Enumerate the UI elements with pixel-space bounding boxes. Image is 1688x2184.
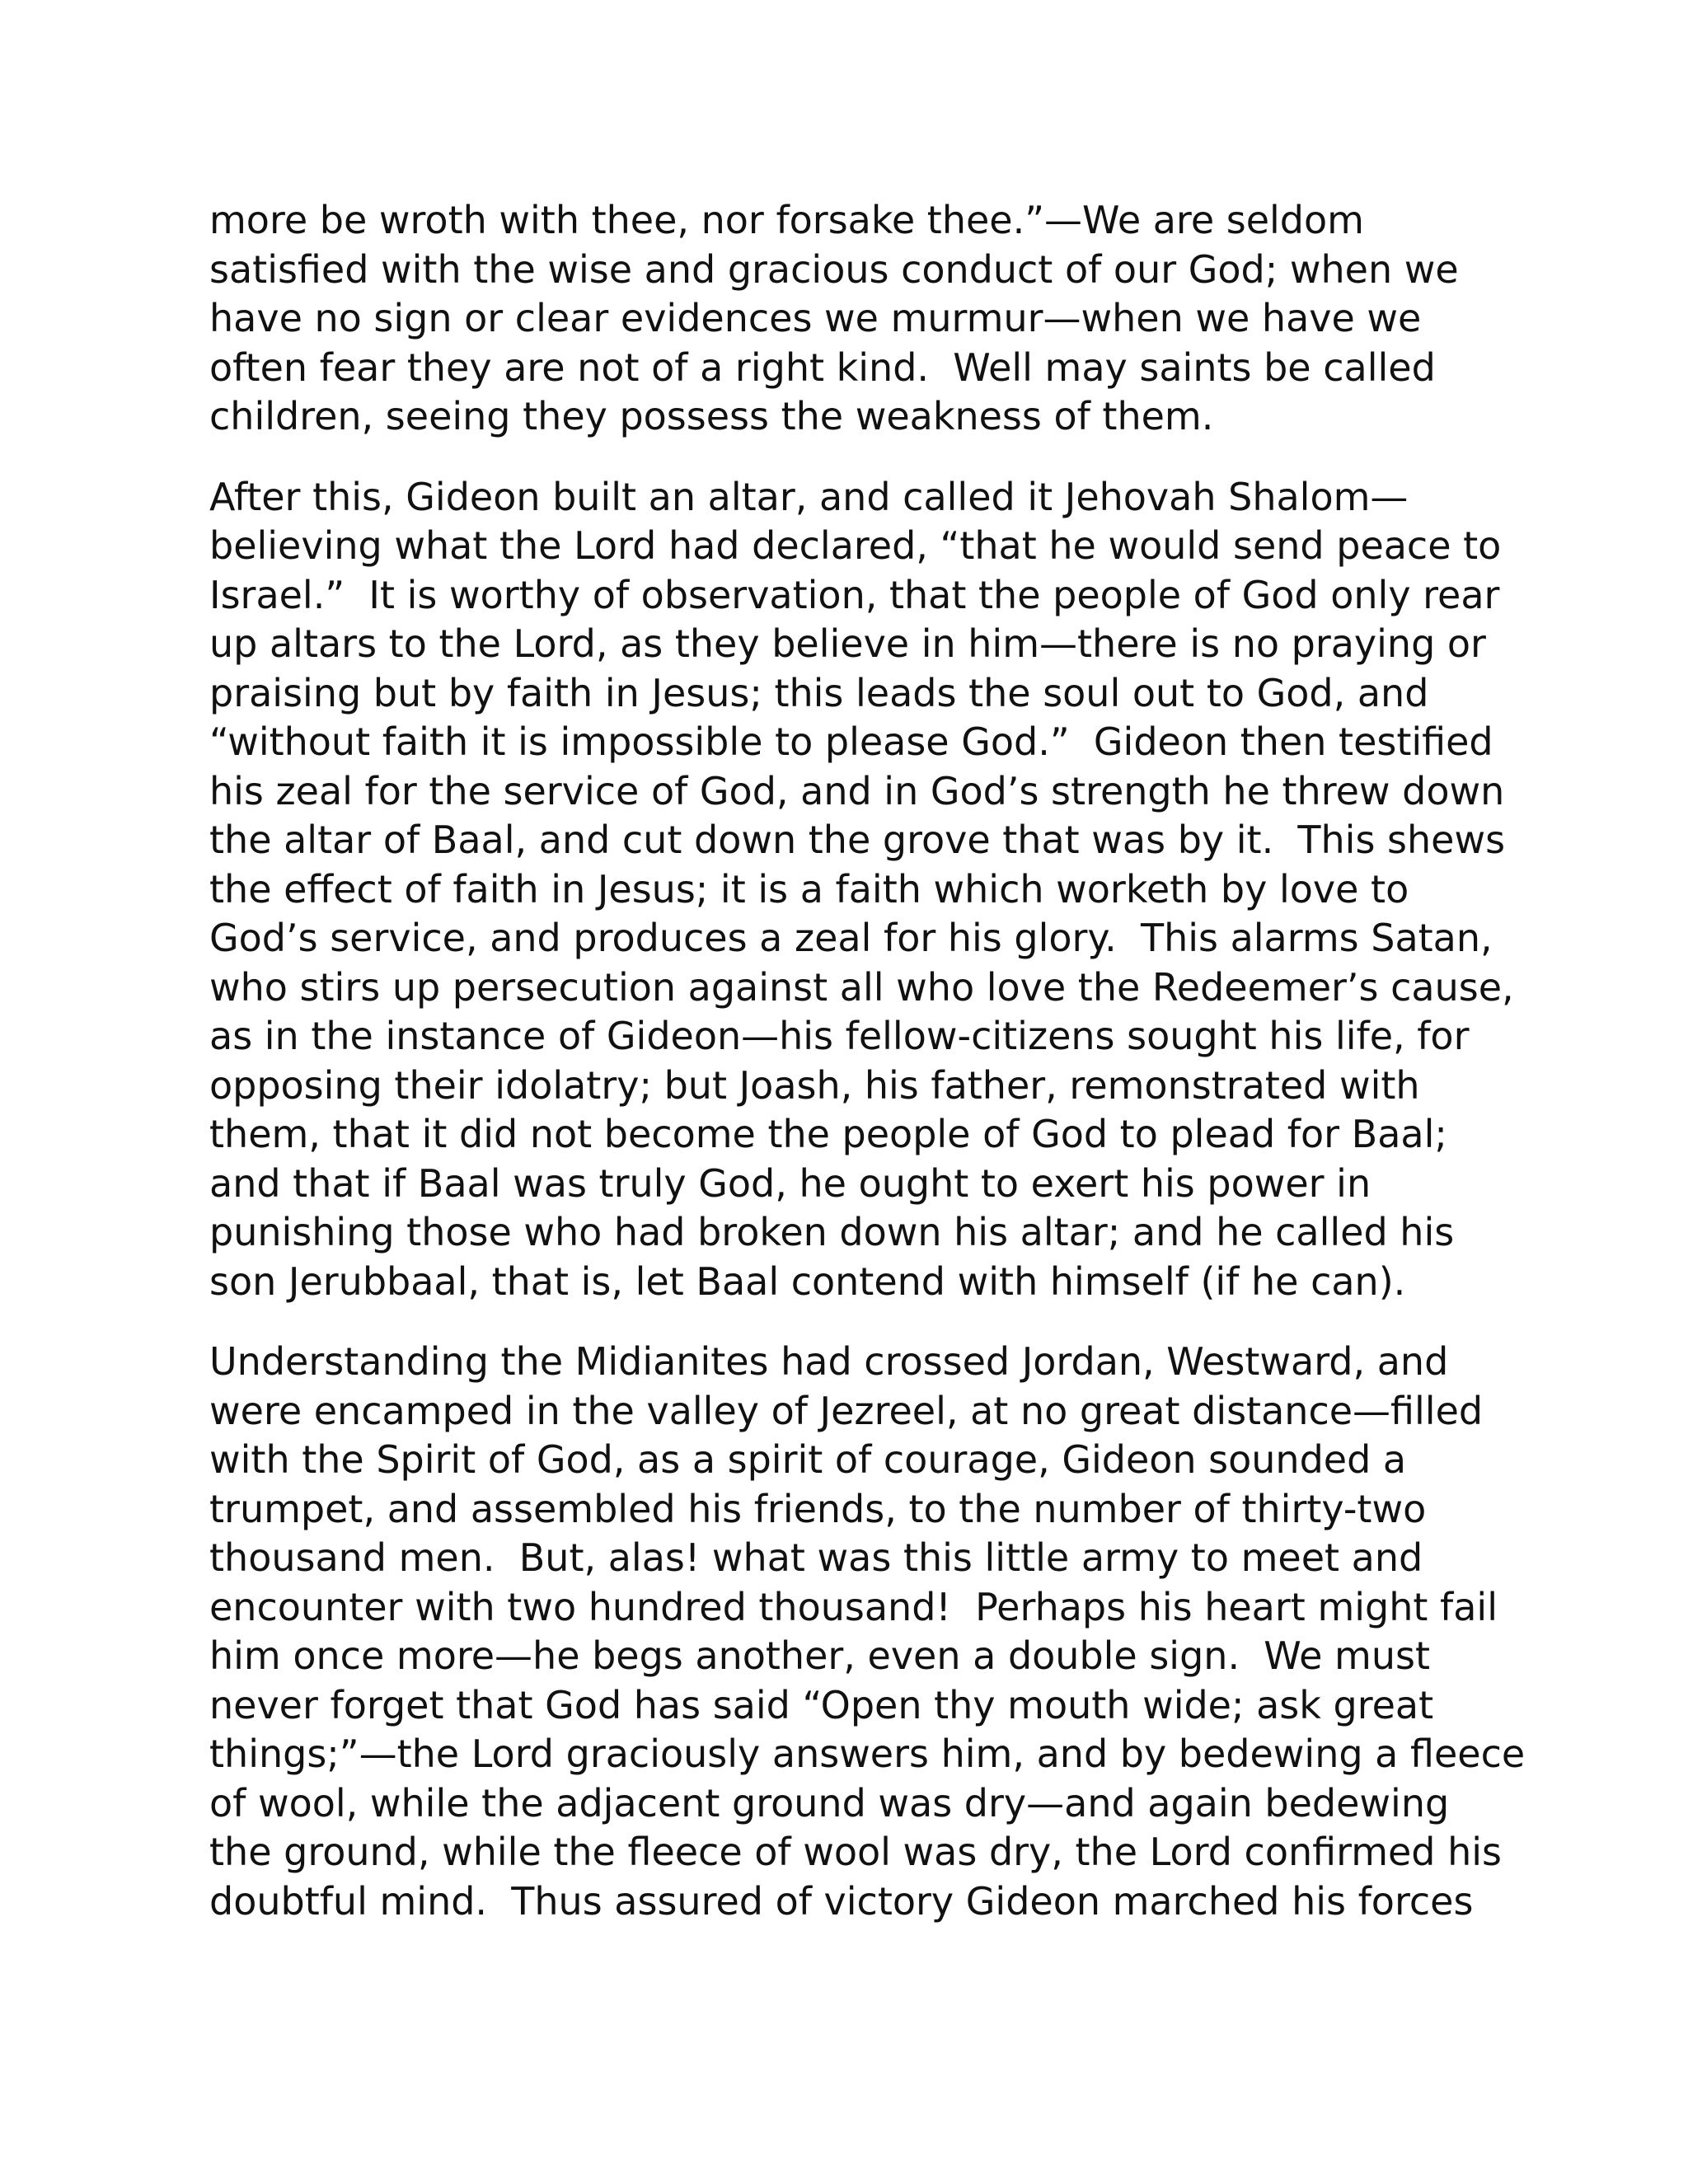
paragraph-3 [209,1338,1526,1926]
text-line: praising but by faith in Jesus; this leads the soul out to God, and [209,670,1429,715]
text-line: opposing their idolatry; but Joash, his father, remonstrated with [209,1062,1420,1108]
text-line: the altar of Baal, and cut down the grove that was by it. This shews [209,818,1506,862]
text-line: thousand men. But, alas! what was this little army to meet and [209,1535,1423,1580]
paragraph-2 [209,473,1514,1307]
text-line: trumpet, and assembled his friends, to the number of thirty-two [209,1486,1427,1531]
body-text [209,196,1526,1957]
text-line: encounter with two hundred thousand! Perhaps his heart might fail [209,1584,1498,1629]
text-line: “without faith it is impossible to please God.” Gideon then testified [209,719,1493,764]
text-line: things;”—the Lord graciously answers him, and by bedewing a fleece [209,1732,1526,1776]
text-line: them, that it did not become the people of God to plead for Baal; [209,1112,1447,1156]
text-line: Understanding the Midianites had crossed Jordan, Westward, and [209,1339,1449,1384]
text-line: the ground, while the fleece of wool was dry, the Lord confirmed his [209,1830,1503,1874]
text-line: and that if Baal was truly God, he ought to exert his power in [209,1160,1372,1206]
text-line: who stirs up persecution against all who love the Redeemer’s cause, [209,964,1514,1010]
text-line: Israel.” It is worthy of observation, that the people of God only rear [209,572,1500,617]
text-line: believing what the Lord had declared, “that he would send peace to [209,523,1502,568]
text-line: children, seeing they possess the weakness of them. [209,394,1214,438]
text-line: never forget that God has said “Open thy mouth wide; ask great [209,1682,1434,1727]
text-line: satisfied with the wise and gracious conduct of our God; when we [209,246,1459,292]
text-line: him once more—he begs another, even a double sign. We must [209,1633,1430,1678]
text-line: of wool, while the adjacent ground was dry—and again bedewing [209,1780,1450,1825]
text-line: up altars to the Lord, as they believe in him—there is no praying or [209,621,1486,666]
text-line: as in the instance of Gideon—his fellow-citizens sought his life, for [209,1014,1470,1058]
paragraph-1 [209,196,1479,442]
text-line: After this, Gideon built an altar, and called it Jehovah Shalom— [209,474,1409,519]
text-line: often fear they are not of a right kind. Well may saints be called [209,344,1436,390]
text-line: son Jerubbaal, that is, let Baal contend with himself (if he can). [209,1258,1406,1304]
text-line: God’s service, and produces a zeal for his glory. This alarms Satan, [209,916,1493,960]
text-line: have no sign or clear evidences we murmur—when we have we [209,296,1422,340]
text-line: more be wroth with thee, nor forsake thee.”—We are seldom [209,198,1364,242]
text-line: the effect of faith in Jesus; it is a faith which worketh by love to [209,866,1409,912]
text-line: with the Spirit of God, as a spirit of courage, Gideon sounded a [209,1437,1407,1482]
text-line: his zeal for the service of God, and in God’s strength he threw down [209,768,1505,813]
text-line: punishing those who had broken down his altar; and he called his [209,1210,1455,1254]
text-line: were encamped in the valley of Jezreel, at no great distance—filled [209,1388,1484,1433]
text-line: doubtful mind. Thus assured of victory Gideon marched his forces [209,1878,1474,1924]
